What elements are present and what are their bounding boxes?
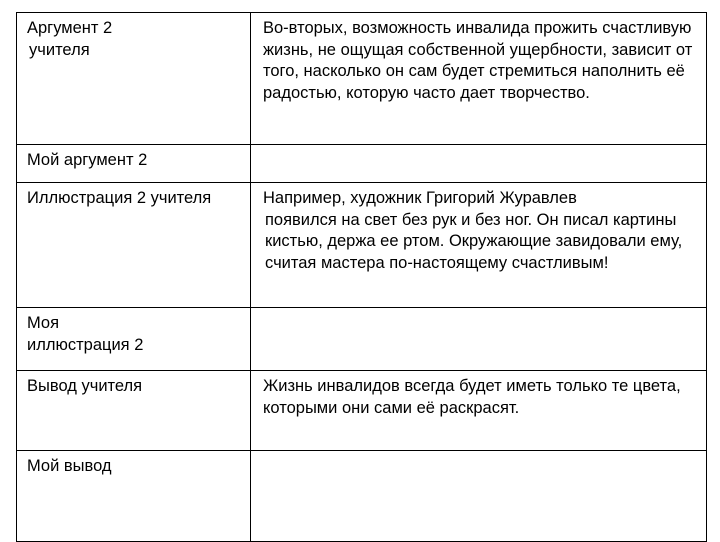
text-teacher-argument: Во-вторых, возможность инвалида прожить счастливую жизнь, не ощущая собственной ущербности, зависит от того, насколько он сам будет стремиться наполнить её радостью, которую часто дает творчество. <box>251 13 707 145</box>
argument-table <box>16 12 707 542</box>
row-teacher-argument <box>17 13 707 145</box>
label-my-illustration <box>17 308 251 371</box>
text-teacher-illustration <box>251 183 707 308</box>
row-my-conclusion <box>17 451 707 542</box>
text-teacher-illustration-first-line: Например, художник Григорий Журавлев <box>263 189 577 207</box>
label-my-illustration-line2: иллюстрация 2 <box>27 335 144 354</box>
label-my-argument: Мой аргумент 2 <box>17 145 251 183</box>
label-my-conclusion: Мой вывод <box>17 451 251 542</box>
text-my-illustration[interactable] <box>251 308 707 371</box>
row-my-argument <box>17 145 707 183</box>
text-teacher-conclusion: Жизнь инвалидов всегда будет иметь только те цвета, которыми они сами её раскрасят. <box>251 371 707 451</box>
label-teacher-conclusion: Вывод учителя <box>17 371 251 451</box>
label-my-illustration-line1: Моя <box>27 314 60 332</box>
text-my-conclusion[interactable] <box>251 451 707 542</box>
label-teacher-argument-line1: Аргумент 2 <box>27 19 113 37</box>
text-my-argument[interactable] <box>251 145 707 183</box>
row-my-illustration <box>17 308 707 371</box>
label-teacher-illustration: Иллюстрация 2 учителя <box>17 183 251 308</box>
label-teacher-argument-line2: учителя <box>29 40 90 59</box>
label-teacher-argument <box>17 13 251 145</box>
row-teacher-illustration <box>17 183 707 308</box>
row-teacher-conclusion <box>17 371 707 451</box>
text-teacher-illustration-rest: появился на свет без рук и без ног. Он писал картины кистью, держа ее ртом. Окружающие завидовали ему, считая мастера по-настоящему счастливым! <box>265 210 683 272</box>
